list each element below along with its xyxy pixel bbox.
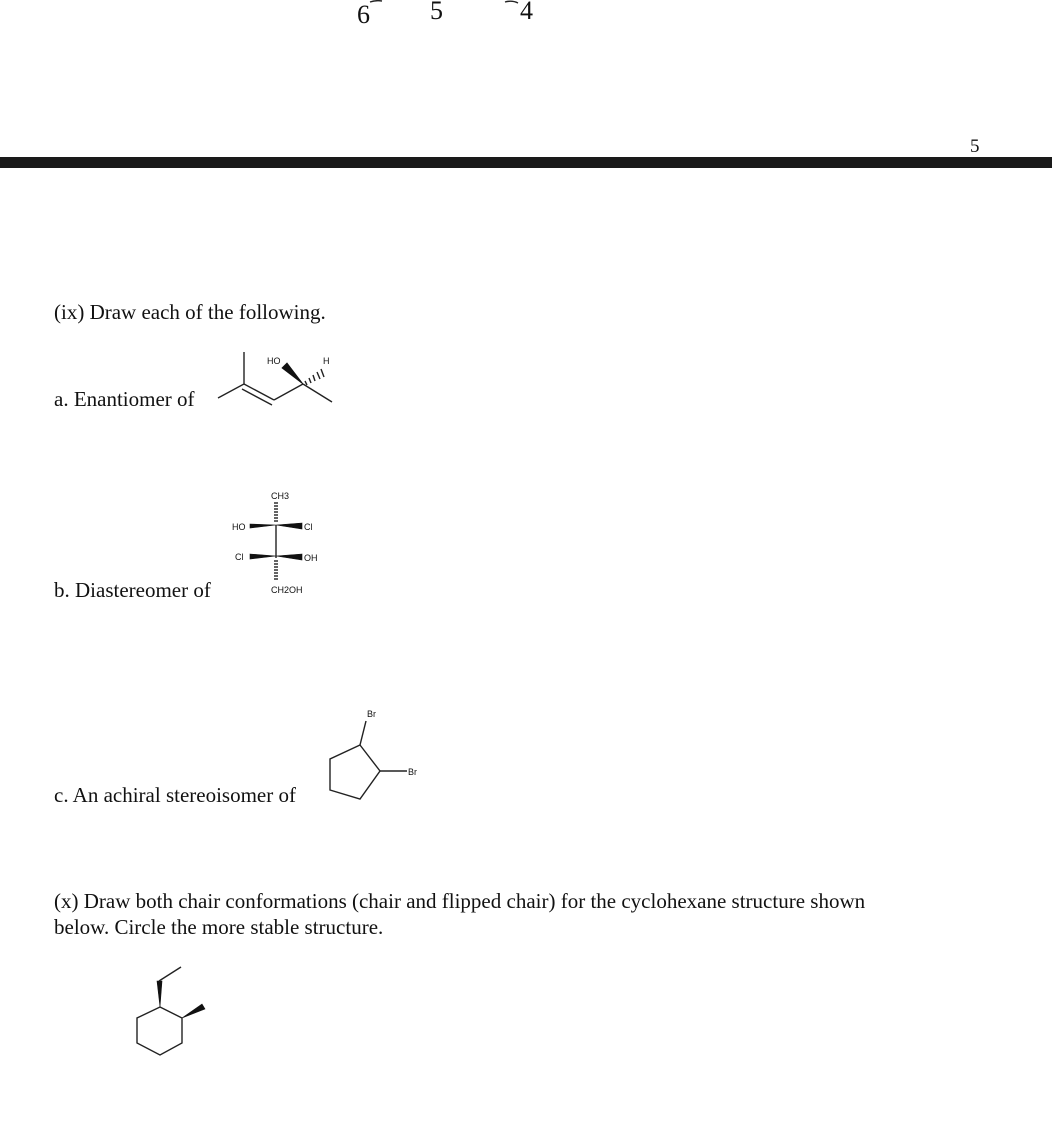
page-divider: [0, 157, 1052, 168]
structure-b-fischer: [225, 485, 335, 600]
top-fragment-number-4: 4: [520, 0, 533, 25]
top-fragment-number-6: 6: [357, 0, 370, 29]
section-x-line2: below. Circle the more stable structure.: [54, 915, 384, 939]
item-b-label: b. Diastereomer of: [54, 578, 211, 602]
item-a-label: a. Enantiomer of: [54, 387, 195, 411]
page-number: 5: [970, 136, 980, 157]
structure-c-cyclopentane: [322, 703, 432, 808]
item-c-label: c. An achiral stereoisomer of: [54, 783, 296, 807]
structure-a-label-h: H: [323, 356, 330, 366]
structure-a-label-ho: HO: [267, 356, 281, 366]
structure-c-label-br-right: Br: [408, 767, 417, 777]
structure-b-label-row1-right: Cl: [304, 522, 313, 532]
structure-b-label-bottom: CH2OH: [271, 585, 303, 595]
top-fragment-bonds: [360, 0, 560, 20]
top-fragment-number-5: 5: [430, 0, 443, 25]
section-ix-title: (ix) Draw each of the following.: [54, 300, 326, 324]
structure-a-molecule: [212, 348, 342, 412]
structure-c-label-br-top: Br: [367, 709, 376, 719]
structure-b-label-row2-left: Cl: [235, 552, 244, 562]
structure-b-label-top: CH3: [271, 491, 290, 501]
structure-b-label-row2-right: OH: [304, 553, 318, 563]
section-x-line1: (x) Draw both chair conformations (chair and flipped chair) for the cyclohexane structure shown: [54, 889, 866, 913]
structure-x-cyclohexane: [125, 960, 220, 1065]
structure-b-label-row1-left: HO: [232, 522, 246, 532]
